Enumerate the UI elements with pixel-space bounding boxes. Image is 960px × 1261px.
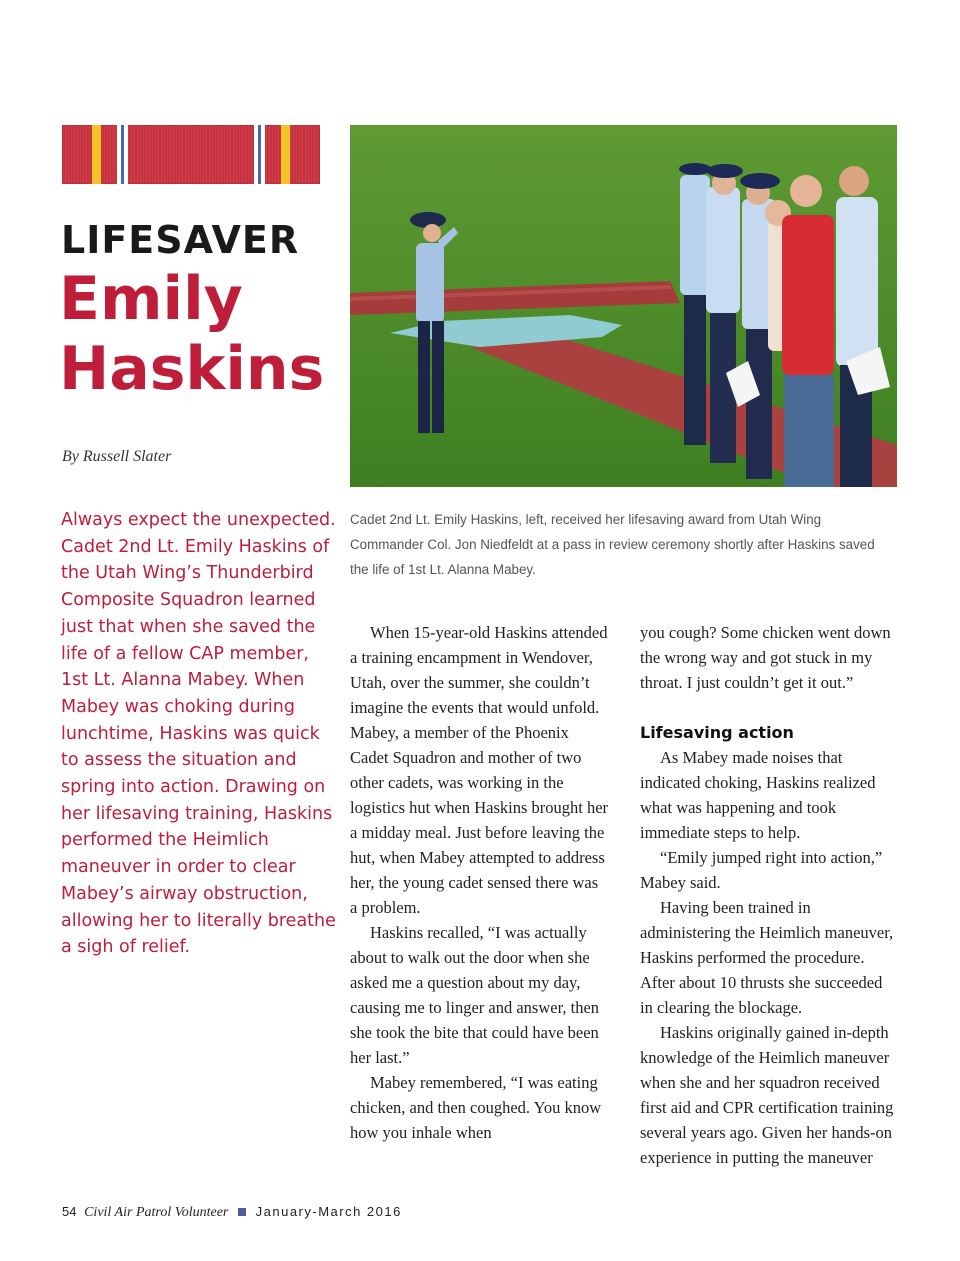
article-headline: [59, 264, 324, 404]
byline: By Russell Slater: [62, 448, 172, 465]
headline-first-name: Emily: [59, 264, 243, 334]
page-number: 54: [62, 1204, 77, 1219]
photo-caption: Cadet 2nd Lt. Emily Haskins, left, received her lifesaving award from Utah Wing Commander Col. Jon Niedfeldt at a pass in review ceremony shortly after Haskins saved the life of 1st Lt. Alanna Mabey.: [350, 512, 875, 577]
ceremony-photo: [350, 125, 897, 487]
officers-group: [679, 163, 890, 487]
body-paragraph: Mabey remembered, “I was eating chicken, and then coughed. You know how you inhale when: [350, 1073, 602, 1142]
issue-date: January-March 2016: [255, 1204, 402, 1219]
body-paragraph: Having been trained in administering the Heimlich maneuver, Haskins performed the procedure. After about 10 thrusts she succeeded in clearing the blockage.: [640, 898, 894, 1017]
body-paragraph: “Emily jumped right into action,” Mabey said.: [640, 848, 883, 892]
ceremony-photo-illustration: [350, 125, 897, 487]
body-column-1: [350, 620, 608, 1145]
section-kicker: LIFESAVER: [61, 218, 300, 262]
body-paragraph: Haskins originally gained in-depth knowledge of the Heimlich maneuver when she and her squadron received first aid and CPR certification training several years ago. Given her hands-on experience in putting the maneuver: [640, 1023, 894, 1167]
page-footer: [62, 1204, 402, 1221]
headline-last-name: Haskins: [59, 334, 325, 404]
ribbon-stripe-white: [261, 125, 265, 184]
body-column-2: [640, 620, 898, 1170]
section-subhead: Lifesaving action: [640, 723, 794, 742]
publication-name: Civil Air Patrol Volunteer: [84, 1205, 229, 1220]
footer-square-icon: [238, 1208, 246, 1216]
ribbon-stripe-yellow: [92, 125, 101, 184]
body-paragraph: When 15-year-old Haskins attended a training encampment in Wendover, Utah, over the summer, she couldn’t imagine the events that would unfold. Mabey, a member of the Phoenix Cadet Squadron and mother of two other cadets, was working in the logistics hut when Haskins brought her a midday meal. Just before leaving the hut, when Mabey attempted to address her, the young cadet sensed there was a problem.: [350, 623, 609, 917]
body-paragraph: Haskins recalled, “I was actually about to walk out the door when she asked me a question about my day, causing me to linger and answer, then she took the bite that could have been her last.”: [350, 923, 600, 1067]
ribbon-stripe-white: [124, 125, 128, 184]
body-paragraph-continued: you cough? Some chicken went down the wrong way and got stuck in my throat. I just couldn’t get it out.”: [640, 623, 891, 692]
ribbon-stripe-yellow: [281, 125, 290, 184]
body-paragraph: As Mabey made noises that indicated choking, Haskins realized what was happening and took immediate steps to help.: [640, 748, 876, 842]
lifesaving-ribbon: [62, 125, 320, 184]
article-deck: Always expect the unexpected. Cadet 2nd Lt. Emily Haskins of the Utah Wing’s Thunderbird Composite Squadron learned just that when she saved the life of a fellow CAP member, 1st Lt. Alanna Mabey. When Mabey was choking during lunchtime, Haskins was quick to assess the situation and spring into action. Drawing on her lifesaving training, Haskins performed the Heimlich maneuver in order to clear Mabey’s airway obstruction, allowing her to literally breathe a sigh of relief.: [61, 510, 336, 958]
